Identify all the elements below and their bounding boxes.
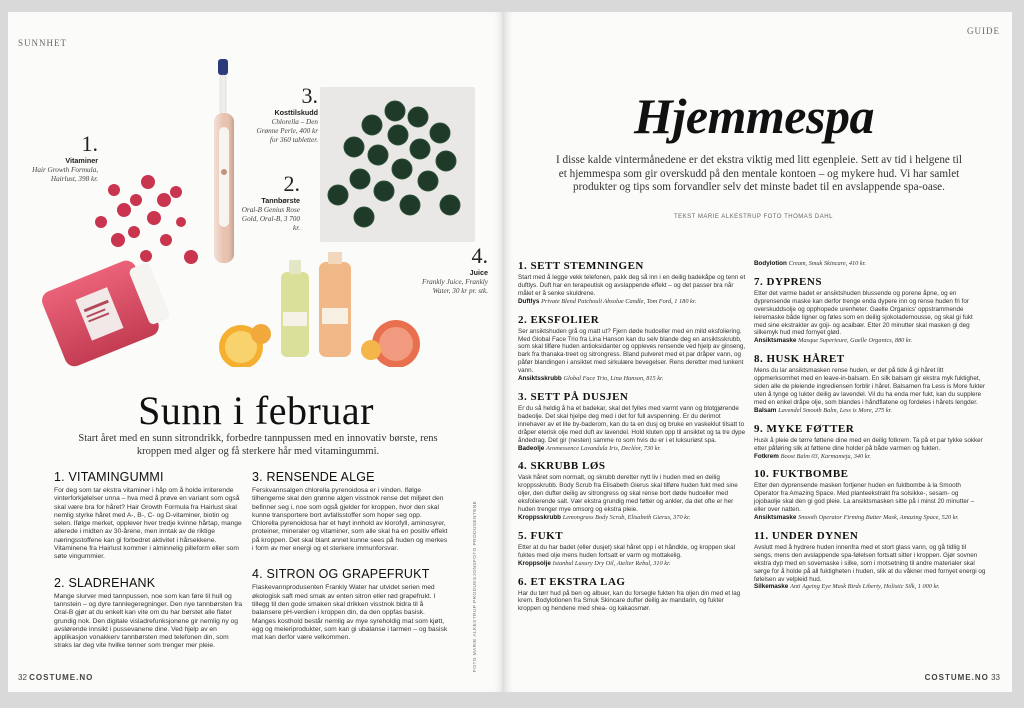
caption-num-1: 1. <box>81 131 98 156</box>
tip-heading: 8. HUSK HÅRET <box>754 353 845 366</box>
product-value: Global Face Trio, Lina Hanson, 815 kr. <box>563 375 664 383</box>
product-kind: Fotkrem <box>754 452 779 460</box>
tip-body: Mens du lar ansiktsmasken rense huden, er det på tide å gi håret litt oppmerksomhet med en leave-in-balsam. En silk balsam gir ekstra myk fuktighet, siden alle de pleiende ingrediensen forblir i håret. Balsamen fra Less is More fukter uten å tynge og lukter deilig av lavendel. Vil du ha enda mer fukt, kan du supplere med en enkel dråpe olje, som blandes i håndflatene og fordeles i hårets lengder. <box>754 367 986 406</box>
tip-product <box>754 583 986 591</box>
product-kind: Silkemaske <box>754 583 789 591</box>
section-heading: 2. SLADREHANK <box>54 575 156 590</box>
product-kind: Duftlys <box>518 297 540 305</box>
section-label-left: SUNNHET <box>18 38 67 48</box>
page-number-left: 32 <box>18 673 27 682</box>
byline-credit: TEKST MARIE ALKESTRUP FOTO THOMAS DAHL <box>674 214 833 220</box>
tip-11 <box>754 530 986 591</box>
caption-name-3: Kosttilskudd <box>274 108 318 117</box>
magazine-url-right: COSTUME.NO <box>924 673 989 682</box>
tip-product <box>518 560 746 568</box>
product-value: Lemongrass Body Scrub, Elisabeth Gierus, 370 kr. <box>562 513 691 521</box>
article-lead-left: Start året med en sunn sitrondrikk, forbedre tannpussen med en innovativ børste, rens kroppen med alger og få sterkere hår med vitamingummi. <box>78 433 438 457</box>
tip-product <box>518 375 746 383</box>
tip-6 <box>518 576 746 614</box>
caption-name-1: Vitaminer <box>65 156 98 165</box>
article-title-right: Hjemmespa <box>634 88 874 144</box>
caption-name-4: Juice <box>469 268 488 277</box>
left-column-2 <box>252 470 448 656</box>
product-value: Anti Ageing Eye Mask Birds Liberty, Holistic Silk, 1 000 kr. <box>790 583 940 591</box>
right-column-1 <box>518 260 746 613</box>
tip-product <box>518 298 746 306</box>
vitamin-gummies-photo <box>26 152 211 372</box>
section-body: Flaskevannprodusenten Frankly Water har utvidet serien med økologisk saft med smak av enten sitron eller rød grapefrukt. I tillegg til den gode smaken skal drikken visstnok bidra til å balansere pH-verdien i kroppen din, da den oppfas basisk. Manges kosthold består nemlig av mye syreholdig mat som kjøtt, egg og meieriprodukter, som kan gi ubalanse i tarmen – og basisk mat kan derfor være velkommen. <box>252 584 448 642</box>
product-kind: Balsam <box>754 406 777 414</box>
product-kind: Kroppsolje <box>518 559 551 567</box>
product-value: Boost Balm 03, Karmameju, 340 kr. <box>780 452 871 460</box>
product-value: Aromessence Lavandula Iris, Decléor, 730 kr. <box>546 444 661 452</box>
product-value: Istanbul Luxury Dry Oil, Atelier Rebul, 310 kr. <box>552 559 671 567</box>
tip-heading: 2. EKSFOLIER <box>518 313 600 326</box>
magazine-url-left: COSTUME.NO <box>29 673 94 682</box>
caption-kosttilskudd <box>248 84 318 145</box>
tip-heading: 9. MYKE FØTTER <box>754 422 855 435</box>
tip-heading: 4. SKRUBB LØS <box>518 460 606 473</box>
tip-body: Ser ansiktshuden grå og matt ut? Fjern døde hudceller med en mild eksfoliering. Med Global Face Trio fra Lina Hanson kan du selv blande deg en ansiktsskrubb, som skal tilføre huden antioksidanter og oppleves rensende ved hjelp av ginseng, bark fra thanaka-treet og sitrongress. Bland pulveret med et par dråper vann, og påfør blandingen i ansiktet med sirkulære bevegelser. Rens deretter med lunkent vann. <box>518 327 746 375</box>
tip-product <box>754 407 986 415</box>
tip-body: Start med å legge vekk telefonen, pakk deg så inn i en deilig badekåpe og tenn et duftlys. Duft har en terapeutisk og avslappende effekt – og det passer bra når målet er å senke skuldrene. <box>518 274 746 297</box>
tip-body: Etter den dyprensende masken fortjener huden en fuktbombe à la Smooth Operator fra Amazing Space. Med planteekstrakt fra solsikke-, sesam- og jojobaolje skal den gi god pleie. La ansiktsmasken sitte på i minst 20 minutter – eller over natten. <box>754 482 975 514</box>
caption-name-2: Tannbørste <box>261 196 300 205</box>
caption-num-2: 2. <box>283 171 300 196</box>
right-column-2 <box>754 260 986 599</box>
product-kind: Ansiktsmaske <box>754 337 797 345</box>
product-kind: Kroppsskrubb <box>518 513 562 521</box>
section-heading: 1. VITAMINGUMMI <box>54 470 164 484</box>
article-lead-right: I disse kalde vintermånedene er det ekstra viktig med litt egenpleie. Sett av tid i helgene til et hjemmespa som gir overskudd på den mentale kontoen – og mykere hud. Vi har samlet produkter og tips som forvandler selv det minste badet til en avslappende spa-oase. <box>555 154 963 193</box>
tip-4 <box>518 460 746 521</box>
tip-product <box>754 260 986 268</box>
product-kind: Badeolje <box>518 444 545 452</box>
juice-bottles-photo <box>211 252 441 367</box>
product-value: Cream, Smuk Skincare, 410 kr. <box>788 260 866 267</box>
tip-body: Vask håret som normalt, og skrubb deretter nytt liv i huden med en deilig kroppsskrubb. Body Scrub fra Elisabeth Gierus skal tilføre huden fukt med sine oljer, den dufter deilig av sitrongress og skal rense bort døde hudceller med eksfolierende salt. Vær ekstra grundig med føtter og ankler, da det ofte er her huden trenger mye omsorg og ekstra pleie. <box>518 474 738 514</box>
caption-num-3: 3. <box>301 83 318 108</box>
tip-product <box>754 337 986 345</box>
tip-heading: 10. FUKTBOMBE <box>754 468 849 481</box>
product-value: Lavendel Smooth Balm, Less is More, 275 kr. <box>778 406 892 414</box>
tip-3 <box>518 391 746 452</box>
caption-desc-3: Chlorella – Den Grønne Perle, 400 kr for 360 tabletter. <box>256 118 318 144</box>
product-kind: Bodylotion <box>754 260 787 267</box>
section-sladrehank <box>54 576 246 651</box>
tip-product <box>754 453 986 461</box>
tip-body: Husk å pleie de tørre føttene dine med en deilig fotkrem. Ta på et par tykke sokker etter påføring slik at føttene dine holder på både varmen og fukten. <box>754 436 983 452</box>
tip-product <box>518 514 746 522</box>
caption-desc-4: Frankly Juice, Frankly Water, 30 kr pr. stk. <box>421 278 488 295</box>
section-body: Ferskvannsalgen chlorella pyrenoidosa er i vinden. Ifølge tilhengerne skal den grønne algen visstnok rense det miljøet den befinner seg i, noe som også gjelder for kroppen, hvor den skal kunne transportere bort avfallsstoffer som hoper seg opp. Chlorella pyrenoidosa har et høyt innhold av klorofyll, aminosyrer, proteiner, mineraler og vitaminer, som alle skal ha en positiv effekt på kroppen. Det skal blant annet kunne sees på huden og merkes i form av mer energi og et sterkere immunforsvar. <box>252 487 448 553</box>
tip-5 <box>518 530 746 568</box>
tip-heading: 3. SETT PÅ DUSJEN <box>518 390 629 403</box>
section-body: For deg som tar ekstra vitaminer i håp om å holde irriterende vinterforkjølelser unna – hva med å prøve en variant som også skal være bra for håret? Hair Growth Formula fra Hairlust skal nemlig styrke håret med A-, B-, C- og D-vitaminer, biotin og selen. Ifølge merket, opplever hver tredje kvinne hårtap, mange allerede i midten av 30-årene, men inntak av de riktige næringsstoffene kan gi forbedret aktivitet i hårsekkene. Vitaminene fra Hairlust kommer i alminnelig pilleform eller som søte vingummier. <box>54 487 242 561</box>
tip-body: Etter at du har badet (eller dusjet) skal håret opp i et håndkle, og kroppen skal fuktes med olje mens huden fortsatt er varm og mottakelig. <box>518 543 736 559</box>
chlorella-tablets-photo <box>320 87 475 242</box>
tip-body: Etter det varme badet er ansiktshuden blussende og porene åpne, og en dyprensende maske kan derfor trenge enda dypere inn og rense huden fri for overskuddsolje og opphopede urenheter. Gaelle Organics' oppstrammende leiremaske både ligner og føles som en deilig sjokolademousse, og skal gi fukt med sine ekstrakter av goji- og acaibær. Etter 20 minutter skal masken gi deg silkemyk hud med fornyet glød. <box>754 289 973 337</box>
tip-heading: 11. UNDER DYNEN <box>754 529 859 542</box>
tip-body: Har du tørr hud på ben og albuer, kan du forsegle fukten fra oljen din med et lag krem. Bodylotionen fra Smuk Skincare dufter deilig av mandarin, og fukter kroppen og hendene med shea- og kakaosmør. <box>518 589 741 613</box>
tip-product <box>754 514 986 522</box>
caption-desc-1: Hair Growth Formula, Hairlust, 398 kr. <box>32 166 98 183</box>
caption-tannborste <box>240 172 300 233</box>
tip-heading: 6. ET EKSTRA LAG <box>518 575 626 588</box>
tip-product <box>518 445 746 453</box>
section-vitamingummi <box>54 470 246 562</box>
photo-credit-text: FOTO MARIE ALKESTRUP PRODUKSJONSFOTO PRODUSENTENE <box>473 500 478 672</box>
tip-heading: 7. DYPRENS <box>754 275 822 288</box>
product-value: Smooth Operator Firming Butter Mask, Amazing Space, 520 kr. <box>798 514 959 522</box>
caption-vitaminer <box>28 132 98 184</box>
product-value: Masque Superieure, Gaelle Organics, 880 kr. <box>798 337 913 345</box>
photo-credit-vertical <box>473 500 481 672</box>
tip-8 <box>754 353 986 414</box>
caption-num-4: 4. <box>471 243 488 268</box>
tip-2 <box>518 314 746 383</box>
tip-heading: 1. SETT STEMNINGEN <box>518 260 644 272</box>
section-heading: 3. RENSENDE ALGE <box>252 470 375 484</box>
folio-right <box>925 673 1000 682</box>
tip-body: Er du så heldig å ha et badekar, skal det fylles med varmt vann og blotgjørende badeolje. Det skal hjelpe deg med i det for full avspenning. Er du derimot innehaver av et lite by-baderom, kan du ta en dusj og bruke en vaskeklut tilsatt to dråper eterisk olje med duft av lavendel. Hold kluten opp til ansiktet og ta tre dype åndedrag. Det gir (nesten) samme ro som hvis du er i et luksuriøst spa. <box>518 404 746 444</box>
section-rensende-alge <box>252 470 448 553</box>
tip-1 <box>518 260 746 306</box>
section-label-right: GUIDE <box>967 26 1000 36</box>
product-kind: Ansiktsskrubb <box>518 375 562 383</box>
tip-9 <box>754 423 986 461</box>
tip-body: Avslutt med å hydrere huden innenfra med et stort glass vann, og gå tidlig til sengs, mens den avslappende spa-følelsen fortsatt sitter i kroppen. Gjør sovnen ekstra dyp med en sovemaske i silke, som i motsetning til andre materialer skal sørge for å holde på all fuktigheten i huden, slik at du våkner med fornyet energi og følelsen av velpleid hud. <box>754 543 986 583</box>
product-value: Private Blend Patchouli Absolue Candle, Tom Ford, 1 180 kr. <box>541 297 697 305</box>
section-body: Mange slurver med tannpussen, noe som kan føre til hull og tannstein – og dyre tannlegeregninger. Den nye tannbørsten fra Oral-B gjør at du enkelt kan vite om du har børstet alle flater grundig nok. Den digitale visladrefunksjonene gir nemlig ny og avslørende innsikt i pussevanene dine. Ved hjelp av en applikasjon vonakkerv tannbørsten med telefonen din, som straks lar deg vite hvilke tenner som trenger mer pleie. <box>54 592 243 650</box>
caption-juice <box>418 244 488 296</box>
left-page <box>8 12 504 692</box>
page-number-right: 33 <box>991 673 1000 682</box>
article-title-left: Sunn i februar <box>138 388 374 433</box>
section-sitron-grapefrukt <box>252 567 448 642</box>
product-kind: Ansiktsmaske <box>754 514 797 522</box>
toothbrush-photo <box>206 57 242 272</box>
section-heading: 4. SITRON OG GRAPEFRUKT <box>252 567 430 582</box>
right-page <box>504 12 1012 692</box>
caption-desc-2: Oral-B Genius Rose Gold, Oral-B, 3 700 kr. <box>241 206 300 232</box>
folio-left <box>18 673 93 682</box>
tip-heading: 5. FUKT <box>518 529 564 542</box>
tip-10 <box>754 468 986 522</box>
tip-7 <box>754 276 986 345</box>
left-column-1 <box>54 470 246 665</box>
